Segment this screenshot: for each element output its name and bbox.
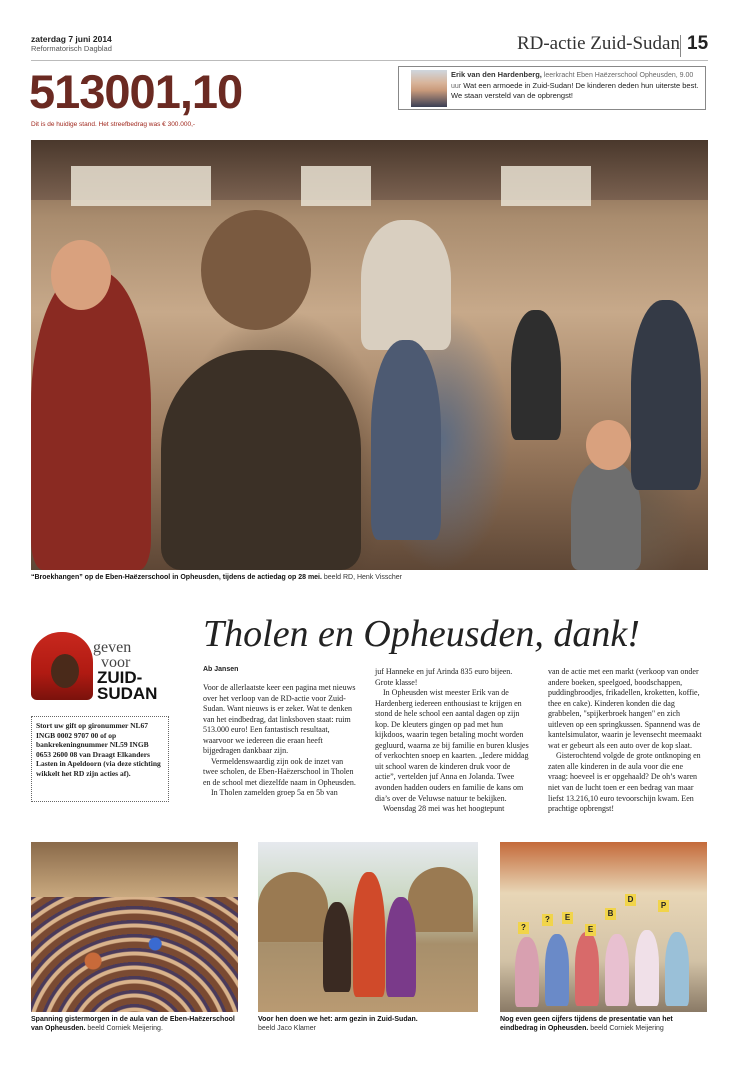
logo-text-geven: geven	[93, 639, 132, 656]
article-paragraph: Voor de allerlaatste keer een pagina met nieuws over het verloop van de RD-actie voor Zuid-Sudan. Want nieuws is er zeker. Wat te denken van het eindbedrag, dat linksboven staat: ruim 513.000 euro! Een fantastisch resultaat, waarvoor we iedereen die eraan heeft bijgedragen dankbaar zijn.	[203, 683, 356, 756]
article-headline: Tholen en Opheusden, dank!	[203, 613, 640, 655]
issue-date: zaterdag 7 juni 2014	[31, 34, 112, 44]
caption-text: Nog even geen cijfers tijdens de presentatie van het eindbedrag in Opheusden.	[500, 1016, 673, 1033]
photo-woman	[161, 350, 361, 570]
caption-text: Spanning gistermorgen in de aula van de Eben-Haëzerschool van Opheusden.	[31, 1016, 235, 1033]
main-photo	[31, 140, 708, 570]
article-paragraph: juf Hanneke en juf Arinda 835 euro bijeen. Grote klasse!	[375, 667, 513, 687]
logo-face	[51, 654, 79, 688]
photo-child	[605, 934, 629, 1006]
photo-boy	[361, 220, 451, 350]
photo-child	[515, 937, 539, 1007]
newspaper-name: Reformatorisch Dagblad	[31, 44, 112, 53]
letter-card: P	[658, 900, 669, 912]
quote-author: Erik van den Hardenberg,	[451, 70, 542, 79]
quote-author-role: leerkracht Eben Haëzerschool Opheusden, 9.00 uur	[451, 72, 694, 90]
photo-window	[301, 166, 371, 206]
caption-credit: beeld Corniek Meijering	[588, 1025, 664, 1033]
amount-note: Dit is de huidige stand. Het streefbedrag was € 300.000,-	[31, 121, 196, 128]
photo-child	[31, 270, 151, 570]
photo-child	[386, 897, 416, 997]
photo-child	[631, 300, 701, 490]
article-column-3	[548, 667, 702, 815]
photo-child	[323, 902, 351, 992]
letter-card: E	[562, 912, 573, 924]
photo-caption-1	[31, 1015, 241, 1033]
photo-woman	[201, 210, 311, 330]
main-photo-credit: beeld RD, Henk Visscher	[321, 574, 402, 581]
main-photo-caption-text: “Broekhangen” op de Eben-Haëzerschool in Opheusden, tijdens de actiedag op 28 mei.	[31, 574, 322, 581]
quote-text	[451, 70, 703, 100]
photo-child	[545, 934, 569, 1006]
quote-box	[398, 66, 706, 110]
article-paragraph: Vermeldenswaardig zijn ook de inzet van twee scholen, de Eben-Haëzerschool in Tholen en de school met diezelfde naam in Opheusden.	[203, 756, 356, 787]
photo-hut	[258, 872, 328, 942]
photo-presentation	[500, 842, 707, 1012]
photo-assembly-hall	[31, 842, 238, 1012]
letter-card: D	[625, 894, 636, 906]
letter-card: E	[585, 924, 596, 936]
photo-child	[665, 932, 689, 1006]
main-photo-caption	[31, 574, 402, 581]
article-column-2	[375, 667, 529, 815]
photo-hut	[408, 867, 473, 932]
article-column-1	[203, 683, 357, 799]
letter-card: B	[605, 908, 616, 920]
caption-credit: beeld Corniek Meijering.	[85, 1025, 163, 1033]
photo-child	[51, 240, 111, 310]
article-paragraph: Woensdag 28 mei was het hoogtepunt	[383, 804, 505, 814]
photo-toddler	[586, 420, 631, 470]
photo-window	[501, 166, 591, 206]
photo-child	[353, 872, 385, 997]
portrait-photo	[411, 70, 447, 107]
photo-child	[635, 930, 659, 1006]
header-separator	[680, 35, 681, 57]
logo-text-zuid: ZUID-	[97, 668, 143, 687]
caption-text: Voor hen doen we het: arm gezin in Zuid-Sudan.	[258, 1016, 418, 1023]
donation-info-box: Stort uw gift op gironummer NL67 INGB 0002 9707 00 of op bankrekeningnummer NL59 INGB 0653 2600 08 van Draagt Elkanders Lasten in Apeldoorn (via deze stichting wikkelt het RD zijn acties af).	[31, 716, 169, 802]
photo-child	[575, 932, 599, 1006]
photo-family-sudan	[258, 842, 478, 1012]
photo-caption-2	[258, 1015, 478, 1033]
caption-credit: beeld Jaco Klamer	[258, 1025, 316, 1033]
amount-total: 513001,10	[29, 65, 243, 118]
campaign-logo	[31, 632, 171, 702]
photo-boy	[371, 340, 441, 540]
article-paragraph: In Tholen zamelden groep 5a en 5b van	[211, 788, 338, 798]
letter-card: ?	[518, 922, 529, 934]
article-byline: Ab Jansen	[203, 666, 239, 673]
article-paragraph: Gisterochtend volgde de grote ontknoping en zaten alle kinderen in de aula voor die ene vraag: hoeveel is er opgehaald? De oh’s waren niet van de lucht toen er een bedrag van maar liefst 13.216,10 euro tevoorschijn kwam. Een prachtige opbrengst!	[548, 751, 701, 814]
logo-text-sudan: SUDAN	[97, 684, 158, 703]
quote-body: Wat een armoede in Zuid-Sudan! De kinderen deden hun uiterste best. We staan versteld van de opbrengst!	[451, 80, 699, 101]
photo-window	[71, 166, 211, 206]
photo-hall-wall	[31, 842, 238, 897]
section-title: RD-actie Zuid-Sudan	[516, 33, 680, 54]
letter-card: ?	[542, 914, 553, 926]
photo-child	[511, 310, 561, 440]
photo-caption-3	[500, 1015, 707, 1033]
header-rule	[31, 60, 708, 61]
article-paragraph: van de actie met een markt (verkoop van onder andere boeken, speelgoed, boodschappen, puddingbroodjes, frikadellen, kroketten, koffie, thee en cake). Kinderen konden die dag grabbelen, "spijkerbroek hangen" en zich uitleven op een springkussen. Spannend was de kantelsimulator, waarin je levensecht meemaakt wat er gebeurt als een auto over de kop slaat.	[548, 667, 702, 750]
logo-text-voor: voor	[101, 654, 131, 671]
article-paragraph: In Opheusden wist meester Erik van de Hardenberg iedereen enthousiast te krijgen en stond de hele school een aantal dagen op zijn kop. De kleuters gingen op pad met hun kijkdoos, waarin tegen betaling mocht worden gegluurd, waarna ze bij familie en buren klusjes of verkochten snoep en kaarten. „Iedere middag uit school waren de kinderen druk voor de actie”, vertelden juf Anna en Jolanda. Twee avonden hadden ouders en familie de kans om dia’s over de Veluwse natuur te bekijken.	[375, 688, 529, 803]
page-number: 15	[687, 33, 709, 54]
